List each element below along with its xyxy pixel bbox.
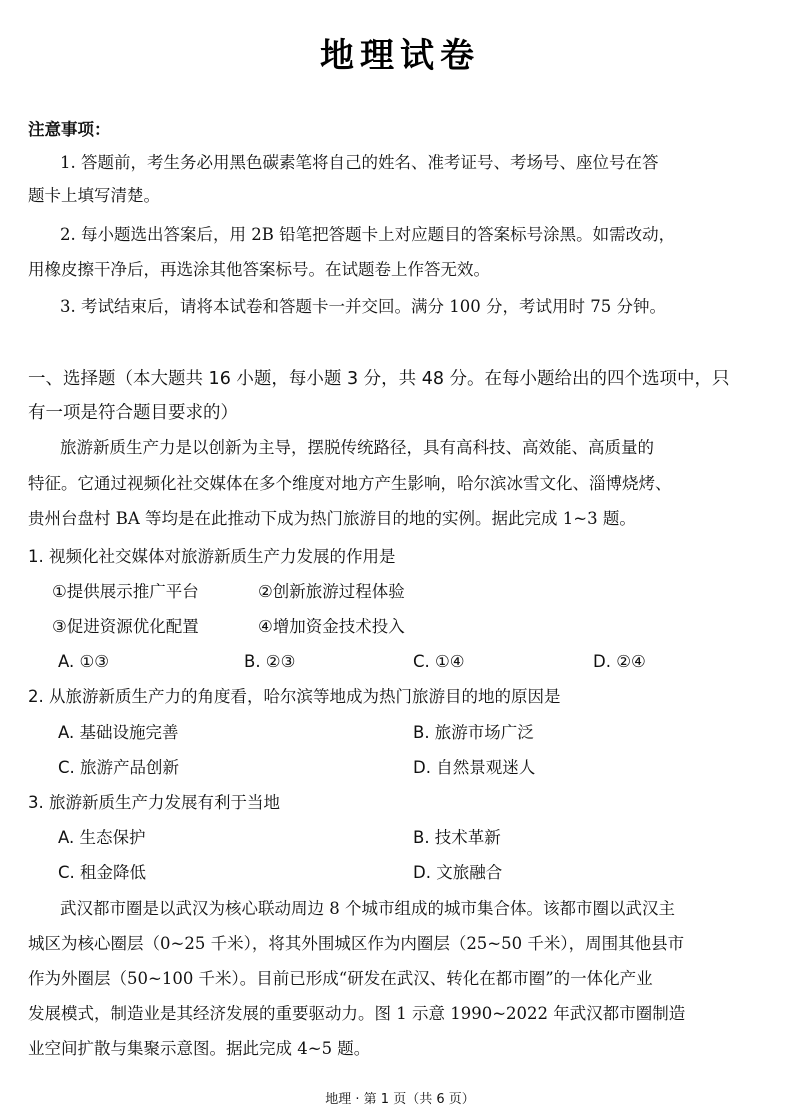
passage-2-line-2: 城区为核心圈层（0~25 千米），将其外围城区作为内圈层（25~50 千米），周围其他县市 [28, 934, 685, 953]
question-2-stem: 2. 从旅游新质生产力的角度看，哈尔滨等地成为热门旅游目的地的原因是 [28, 687, 561, 706]
question-2-option-a: A. 基础设施完善 [58, 723, 179, 742]
page-footer: 地理 · 第 1 页（共 6 页） [325, 1092, 475, 1107]
question-1-statement-3: ③促进资源优化配置 [52, 617, 199, 636]
question-1-option-b: B. ②③ [244, 652, 296, 671]
passage-2-line-1: 武汉都市圈是以武汉为核心联动周边 8 个城市组成的城市集合体。该都市圈以武汉主 [60, 899, 675, 918]
question-1-option-a: A. ①③ [58, 652, 110, 671]
passage-1-line-1: 旅游新质生产力是以创新为主导，摆脱传统路径，具有高科技、高效能、高质量的 [60, 438, 654, 457]
section-1-heading-line-1: 一、选择题（本大题共 16 小题，每小题 3 分，共 48 分。在每小题给出的四个选项中，只 [28, 369, 730, 389]
notice-item-1-line-1: 1. 答题前，考生务必用黑色碳素笔将自己的姓名、准考证号、考场号、座位号在答 [60, 153, 659, 172]
notice-item-3: 3. 考试结束后，请将本试卷和答题卡一并交回。满分 100 分，考试用时 75 分钟。 [60, 297, 666, 316]
question-3-option-a: A. 生态保护 [58, 828, 146, 847]
question-2-option-d: D. 自然景观迷人 [413, 758, 536, 777]
passage-2-line-3: 作为外圈层（50~100 千米）。目前已形成“研发在武汉、转化在都市圈”的一体化产业 [28, 969, 653, 988]
question-1-stem: 1. 视频化社交媒体对旅游新质生产力发展的作用是 [28, 547, 396, 566]
passage-2-line-5: 业空间扩散与集聚示意图。据此完成 4~5 题。 [28, 1039, 371, 1058]
question-1-option-c: C. ①④ [413, 652, 465, 671]
question-2-option-c: C. 旅游产品创新 [58, 758, 180, 777]
question-1-statement-1: ①提供展示推广平台 [52, 582, 199, 601]
question-3-option-d: D. 文旅融合 [413, 863, 503, 882]
passage-1-line-3: 贵州台盘村 BA 等均是在此推动下成为热门旅游目的地的实例。据此完成 1~3 题。 [28, 509, 636, 528]
question-2-option-b: B. 旅游市场广泛 [413, 723, 534, 742]
passage-2-line-4: 发展模式，制造业是其经济发展的重要驱动力。图 1 示意 1990~2022 年武汉都市圈制造 [28, 1004, 686, 1023]
notice-item-2-line-1: 2. 每小题选出答案后，用 2B 铅笔把答题卡上对应题目的答案标号涂黑。如需改动， [60, 225, 676, 244]
question-3-option-c: C. 租金降低 [58, 863, 147, 882]
question-1-statement-2: ②创新旅游过程体验 [258, 582, 405, 601]
page-title: 地理试卷 [320, 36, 480, 76]
question-3-stem: 3. 旅游新质生产力发展有利于当地 [28, 793, 280, 812]
notice-heading: 注意事项： [28, 120, 111, 139]
notice-item-1-line-2: 题卡上填写清楚。 [28, 186, 160, 205]
question-1-option-d: D. ②④ [593, 652, 646, 671]
passage-1-line-2: 特征。它通过视频化社交媒体在多个维度对地方产生影响，哈尔滨冰雪文化、淄博烧烤、 [28, 474, 672, 493]
notice-item-2-line-2: 用橡皮擦干净后，再选涂其他答案标号。在试题卷上作答无效。 [28, 260, 490, 279]
section-1-heading-line-2: 有一项是符合题目要求的） [28, 403, 238, 423]
question-3-option-b: B. 技术革新 [413, 828, 501, 847]
question-1-statement-4: ④增加资金技术投入 [258, 617, 405, 636]
